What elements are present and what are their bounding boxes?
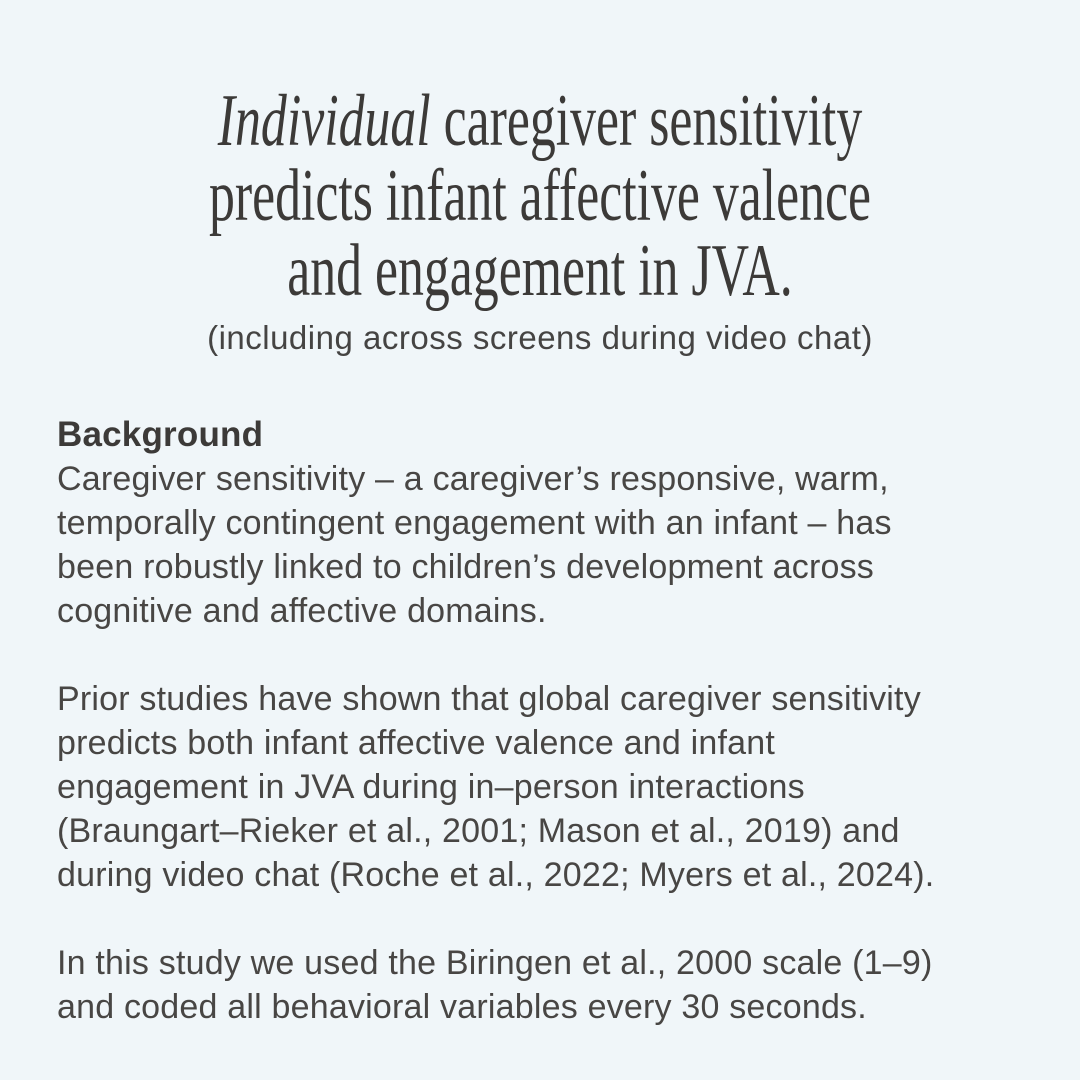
page-title: [162, 80, 918, 312]
title-line-1-rest: caregiver sensitivity: [430, 80, 863, 162]
title-line-2: predicts infant affective valence: [208, 155, 872, 237]
subtitle: (including across screens during video chat): [207, 319, 873, 356]
paragraph-2: [57, 677, 1023, 897]
paragraph-line: (Braungart–Rieker et al., 2001; Mason et al., 2019) and: [57, 812, 900, 850]
title-line-1-italic: Individual: [217, 80, 431, 162]
paragraph-3: [57, 941, 1023, 1029]
paragraph-line: during video chat (Roche et al., 2022; Myers et al., 2024).: [57, 856, 935, 894]
paragraph-1: [57, 457, 1023, 633]
paragraph-line: predicts both infant affective valence and infant: [57, 724, 775, 762]
paragraph-line: been robustly linked to children’s development across: [57, 548, 874, 586]
body-text: [57, 413, 1023, 1029]
paragraph-line: Prior studies have shown that global caregiver sensitivity: [57, 680, 921, 718]
paragraph-line: and coded all behavioral variables every 30 seconds.: [57, 988, 867, 1026]
paragraph-line: engagement in JVA during in–person interactions: [57, 768, 805, 806]
paragraph-line: cognitive and affective domains.: [57, 592, 547, 630]
paragraph-line: In this study we used the Biringen et al., 2000 scale (1–9): [57, 944, 933, 982]
title-line-3: and engagement in JVA.: [287, 230, 793, 312]
paragraph-line: Caregiver sensitivity – a caregiver’s responsive, warm,: [57, 460, 889, 498]
paragraph-line: temporally contingent engagement with an infant – has: [57, 504, 892, 542]
title-line-1: [162, 80, 918, 162]
section-heading-background: Background: [57, 415, 264, 454]
